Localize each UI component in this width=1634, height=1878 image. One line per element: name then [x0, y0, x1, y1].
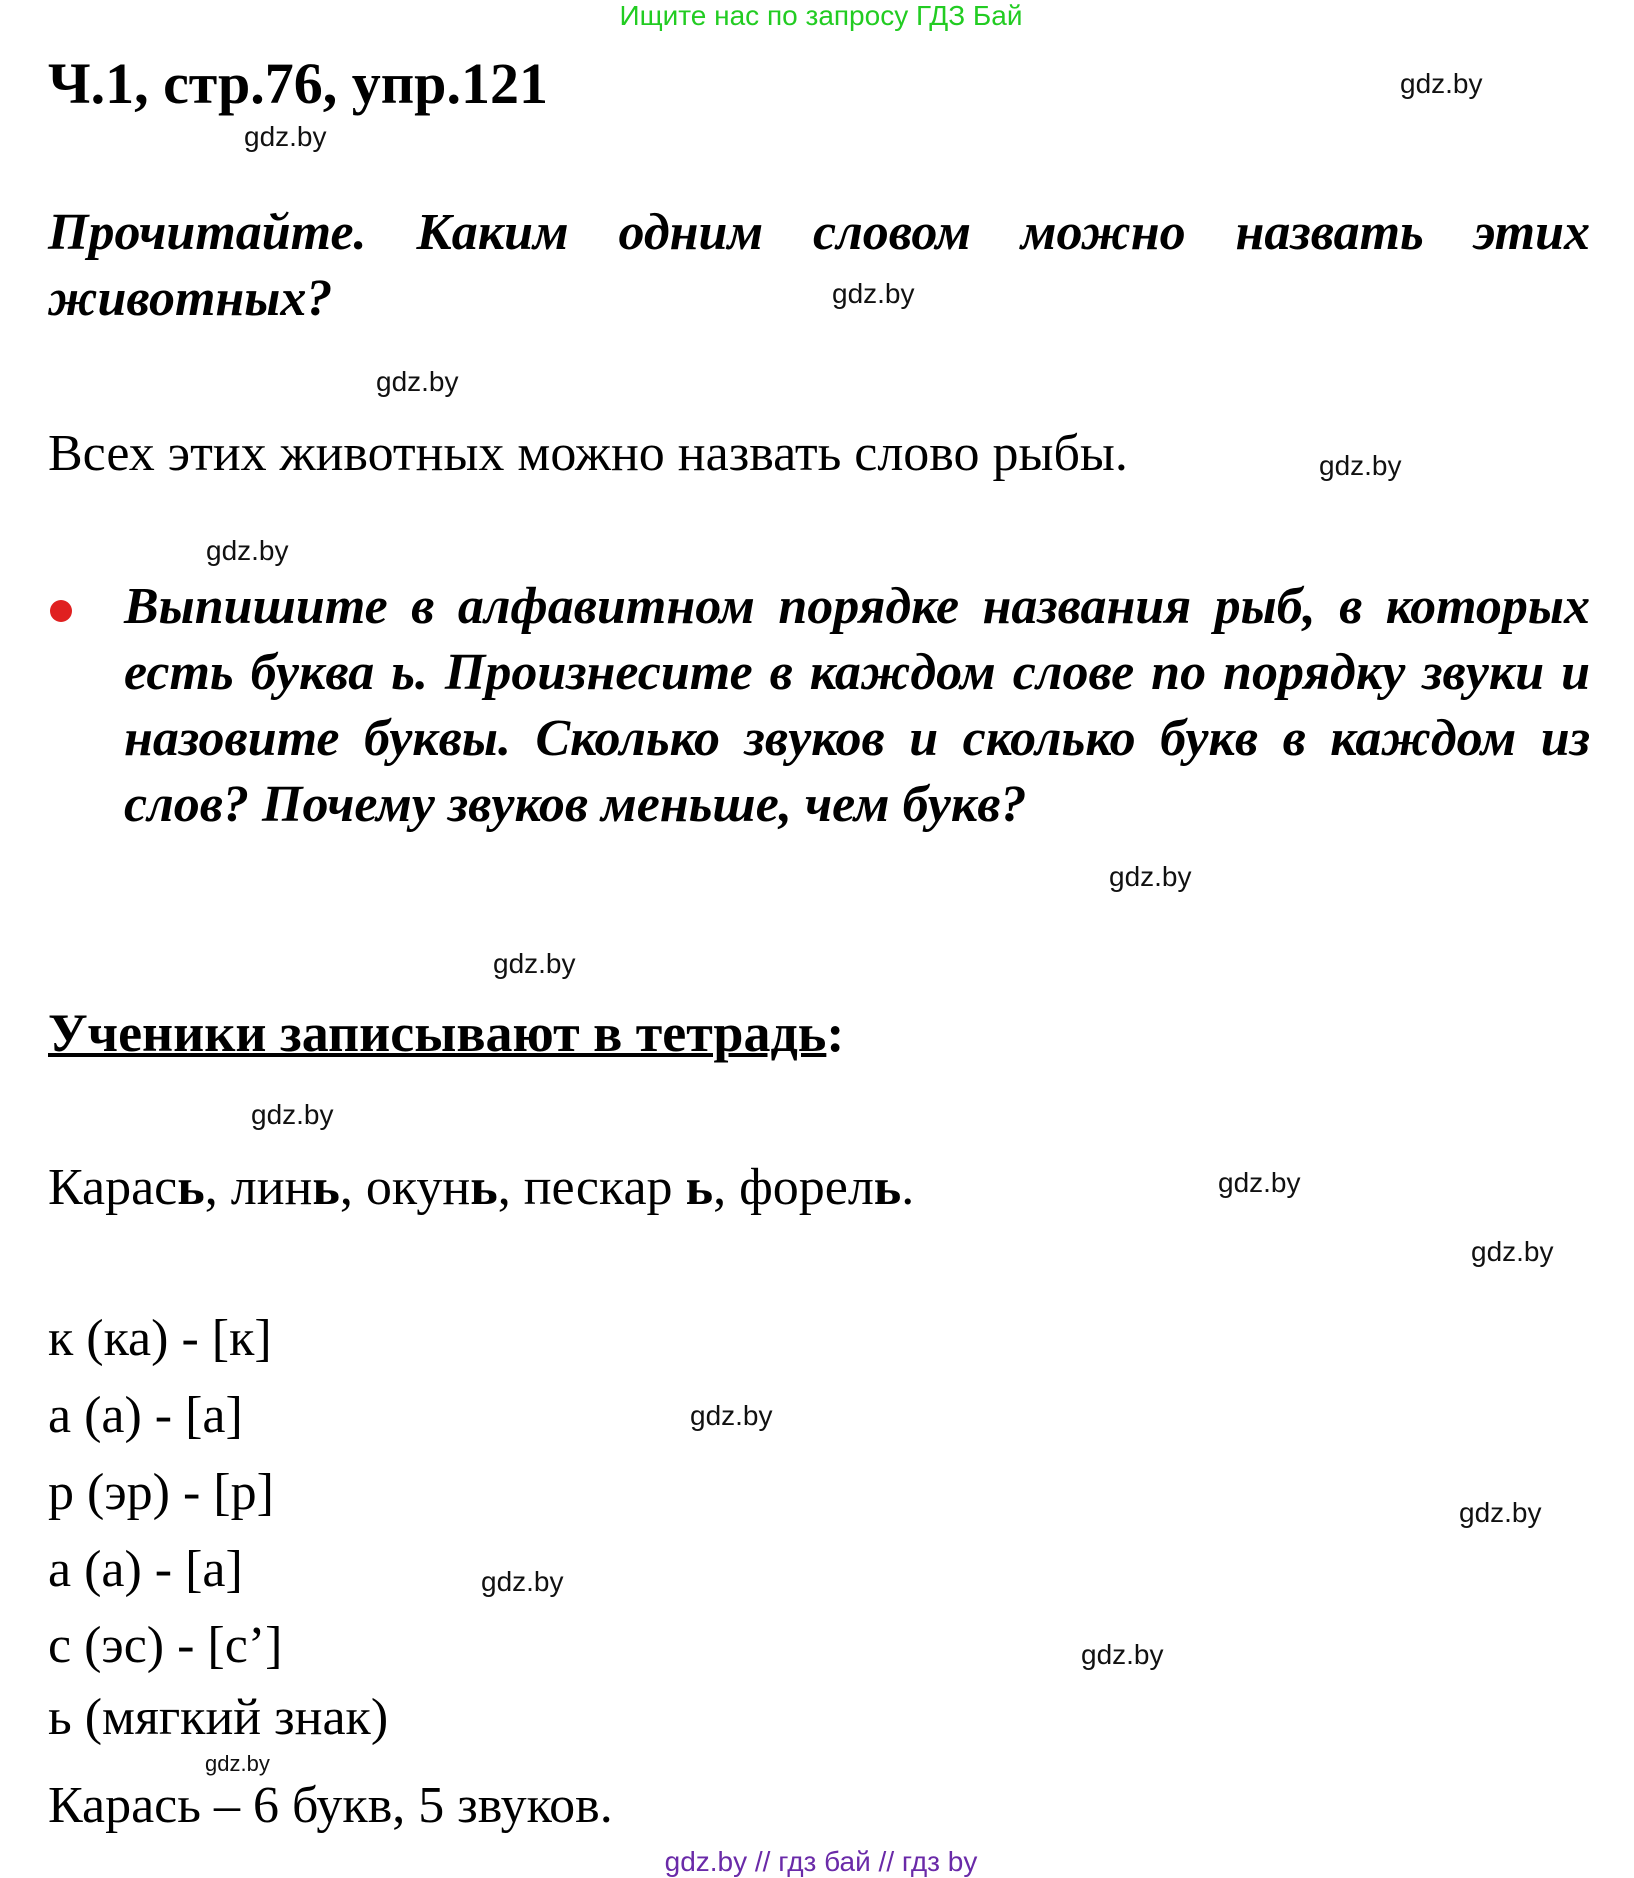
watermark: gdz.by: [206, 535, 289, 566]
watermark: gdz.by: [1319, 450, 1402, 481]
heading-text: Ученики записывают в тетрадь: [48, 1003, 827, 1063]
fish-word: пескар ь,: [523, 1159, 740, 1216]
page-title: Ч.1, стр.76, упр.121: [48, 51, 548, 116]
analysis-line: с (эс) - [с’]: [48, 1617, 283, 1674]
analysis-line: а (а) - [а]: [48, 1541, 243, 1598]
notebook-heading: [48, 1002, 844, 1064]
watermark: gdz.by: [205, 1751, 270, 1776]
watermark: gdz.by: [376, 366, 459, 397]
task-text: Выпишите в алфавитном порядке названия рыб, в которых есть буква ь. Произнесите в каждом слове по порядку звуки и назовите буквы. Сколько звуков и сколько букв в каждом из слов? Почему звуков меньше, чем букв?: [124, 578, 1590, 833]
analysis-line: к (ка) - [к]: [48, 1310, 272, 1367]
watermark: gdz.by: [1400, 68, 1483, 99]
answer-text: Всех этих животных можно назвать слово рыбы.: [48, 425, 1128, 482]
watermark: gdz.by: [1218, 1167, 1301, 1198]
heading-colon: :: [826, 1003, 845, 1063]
watermark: gdz.by: [1081, 1639, 1164, 1670]
watermark: gdz.by: [1471, 1236, 1554, 1267]
fish-list: [48, 1159, 915, 1216]
watermark: gdz.by: [493, 948, 576, 979]
analysis-line: а (а) - [а]: [48, 1387, 243, 1444]
watermark: gdz.by: [1109, 861, 1192, 892]
question-text: Прочитайте. Каким одним словом можно назвать этих животных?: [48, 204, 1590, 327]
watermark: gdz.by: [244, 121, 327, 152]
search-banner: Ищите нас по запросу ГДЗ Бай: [619, 0, 1023, 31]
watermark: gdz.by: [832, 278, 915, 309]
watermark: gdz.by: [251, 1099, 334, 1130]
watermark: gdz.by: [481, 1566, 564, 1597]
analysis-line: ь (мягкий знак): [48, 1689, 389, 1746]
footer-links: gdz.by // гдз бай // гдз by: [664, 1846, 978, 1877]
watermark: gdz.by: [690, 1400, 773, 1431]
analysis-summary: Карась – 6 букв, 5 звуков.: [48, 1777, 613, 1834]
analysis-line: р (эр) - [р]: [48, 1464, 274, 1521]
fish-word: форель.: [739, 1159, 915, 1216]
fish-word: линь,: [230, 1159, 366, 1216]
fish-word: Карась,: [48, 1159, 231, 1216]
bullet-marker: [50, 600, 72, 622]
fish-word: окунь,: [365, 1159, 524, 1216]
watermark: gdz.by: [1459, 1497, 1542, 1528]
